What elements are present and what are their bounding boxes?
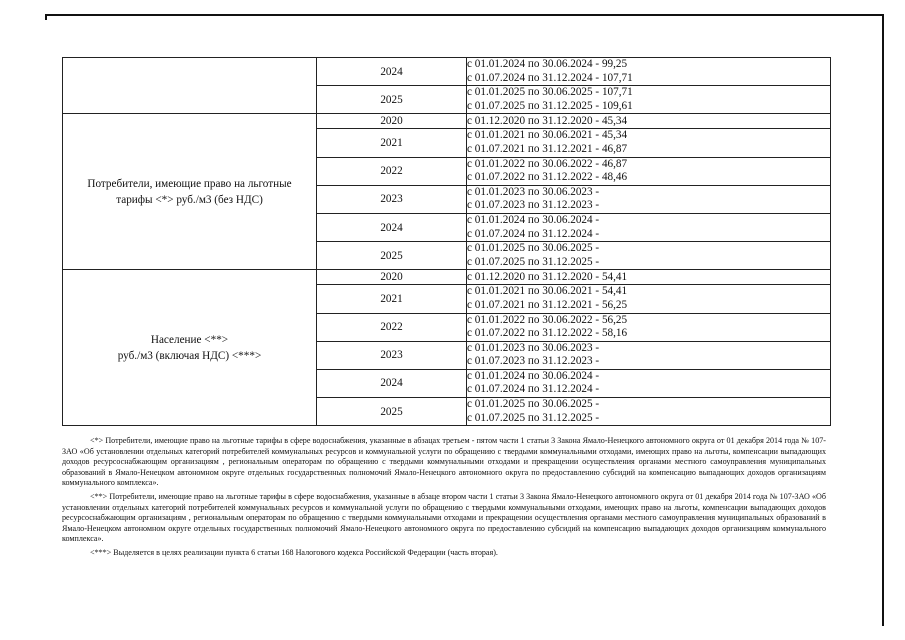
rate-cell	[467, 285, 831, 313]
table-row	[63, 114, 831, 129]
year-cell: 2021	[317, 285, 467, 313]
rate-line: с 01.01.2024 по 30.06.2024 -	[467, 213, 600, 226]
page-border-right	[882, 14, 884, 626]
category-label-line: руб./м3 (включая НДС) <***>	[117, 349, 262, 362]
year-cell: 2023	[317, 341, 467, 369]
year-cell: 2020	[317, 270, 467, 285]
footnotes	[62, 436, 826, 562]
rate-line: с 01.01.2024 по 30.06.2024 - 99,25	[467, 58, 628, 70]
year-cell: 2024	[317, 213, 467, 241]
category-label-line: Население <**>	[150, 333, 229, 346]
year-cell: 2025	[317, 242, 467, 270]
tariff-table	[62, 57, 831, 426]
rate-cell	[467, 270, 831, 285]
rate-line: с 01.07.2025 по 31.12.2025 -	[467, 255, 600, 268]
rate-line: с 01.07.2022 по 31.12.2022 - 48,46	[467, 171, 628, 184]
year-cell: 2022	[317, 157, 467, 185]
rate-line: с 01.01.2023 по 30.06.2023 -	[467, 341, 600, 354]
rate-line: с 01.07.2024 по 31.12.2024 -	[467, 227, 600, 240]
rate-line: с 01.07.2022 по 31.12.2022 - 58,16	[467, 327, 628, 340]
footnote-preferential: <*> Потребители, имеющие право на льготные тарифы в сфере водоснабжения, указанные в абзацах третьем - пятом части 1 статьи 3 Закона Ямало-Ненецкого автономного округа от 01 декабря 2014 года № 107-ЗАО «Об установлении отдельных категорий потребителей коммунальных ресурсов и коммунальной услуги по обращению с твердыми коммунальными отходами, имеющих право на льготы, компенсации выпадающих доходов ресурсоснабжающим организациям , региональным операторам по обращению с твердыми коммунальными отходами и прекращении осуществления органами местного самоуправления муниципальных образований в Ямало-Ненецком автономном округе отдельных государственных полномочий Ямало-Ненецкого автономного округа по предоставлению субсидий на компенсацию выпадающих доходов организациям коммунального комплекса».	[62, 436, 826, 488]
rate-cell	[467, 242, 831, 270]
table-row	[63, 270, 831, 285]
page-border-left	[45, 14, 47, 20]
rate-cell	[467, 341, 831, 369]
rate-cell	[467, 129, 831, 157]
rate-line: с 01.01.2025 по 30.06.2025 -	[467, 398, 600, 411]
category-cell-continued	[63, 58, 317, 114]
rate-line: с 01.01.2023 по 30.06.2023 -	[467, 185, 600, 198]
year-cell: 2021	[317, 129, 467, 157]
year-cell: 2025	[317, 86, 467, 114]
rate-line: с 01.07.2024 по 31.12.2024 - 107,71	[467, 71, 633, 84]
rate-line: с 01.01.2021 по 30.06.2021 - 45,34	[467, 129, 628, 142]
rate-line: с 01.01.2025 по 30.06.2025 -	[467, 242, 600, 255]
rate-line: с 01.07.2021 по 31.12.2021 - 46,87	[467, 142, 628, 155]
rate-cell	[467, 313, 831, 341]
year-cell: 2024	[317, 369, 467, 397]
rate-line: с 01.07.2023 по 31.12.2023 -	[467, 199, 600, 212]
rate-cell	[467, 398, 831, 426]
rate-line: с 01.07.2024 по 31.12.2024 -	[467, 383, 600, 396]
category-label-line: Потребители, имеющие право на льготные	[87, 177, 292, 190]
category-cell-preferential	[63, 114, 317, 270]
rate-cell	[467, 369, 831, 397]
footnote-vat: <***> Выделяется в целях реализации пункта 6 статьи 168 Налогового кодекса Российской Федерации (часть вторая).	[90, 547, 498, 557]
rate-line: с 01.07.2023 по 31.12.2023 -	[467, 355, 600, 368]
rate-line: с 01.12.2020 по 31.12.2020 - 45,34	[467, 114, 628, 127]
rate-cell	[467, 213, 831, 241]
rate-line: с 01.07.2025 по 31.12.2025 -	[467, 411, 600, 424]
footnote-population: <**> Потребители, имеющие право на льготные тарифы в сфере водоснабжения, указанные в абзаце втором части 1 статьи 3 Закона Ямало-Ненецкого автономного округа от 01 декабря 2014 года № 107-ЗАО «Об установлении отдельных категорий потребителей коммунальных ресурсов и коммунальной услуги по обращению с твердыми коммунальными отходами, имеющих право на льготы, компенсации выпадающих доходов ресурсоснабжающим организациям , региональным операторам по обращению с твердыми коммунальными отходами и прекращении осуществления органами местного самоуправления муниципальных образований в Ямало-Ненецком автономном округе отдельных государственных полномочий Ямало-Ненецкого автономного округа по предоставлению субсидий на компенсацию выпадающих доходов организациям коммунального комплекса».	[62, 491, 826, 544]
year-cell: 2020	[317, 114, 467, 129]
rate-line: с 01.07.2021 по 31.12.2021 - 56,25	[467, 298, 628, 311]
category-label-line: тарифы <*> руб./м3 (без НДС)	[116, 193, 263, 206]
rate-line: с 01.01.2024 по 30.06.2024 -	[467, 369, 600, 382]
rate-cell	[467, 185, 831, 213]
rate-line: с 01.01.2025 по 30.06.2025 - 107,71	[467, 86, 633, 99]
rate-line: с 01.01.2022 по 30.06.2022 - 56,25	[467, 313, 628, 326]
table-row	[63, 58, 831, 86]
rate-cell	[467, 114, 831, 129]
rate-line: с 01.07.2025 по 31.12.2025 - 109,61	[467, 99, 633, 112]
rate-line: с 01.01.2021 по 30.06.2021 - 54,41	[467, 285, 628, 298]
page-border-top	[45, 14, 884, 16]
year-cell: 2025	[317, 398, 467, 426]
year-cell: 2022	[317, 313, 467, 341]
year-cell: 2023	[317, 185, 467, 213]
rate-cell	[467, 157, 831, 185]
rate-line: с 01.12.2020 по 31.12.2020 - 54,41	[467, 270, 628, 283]
rate-cell	[467, 86, 831, 114]
rate-cell	[467, 58, 831, 86]
rate-line: с 01.01.2022 по 30.06.2022 - 46,87	[467, 157, 628, 170]
category-cell-population	[63, 270, 317, 426]
year-cell: 2024	[317, 58, 467, 86]
